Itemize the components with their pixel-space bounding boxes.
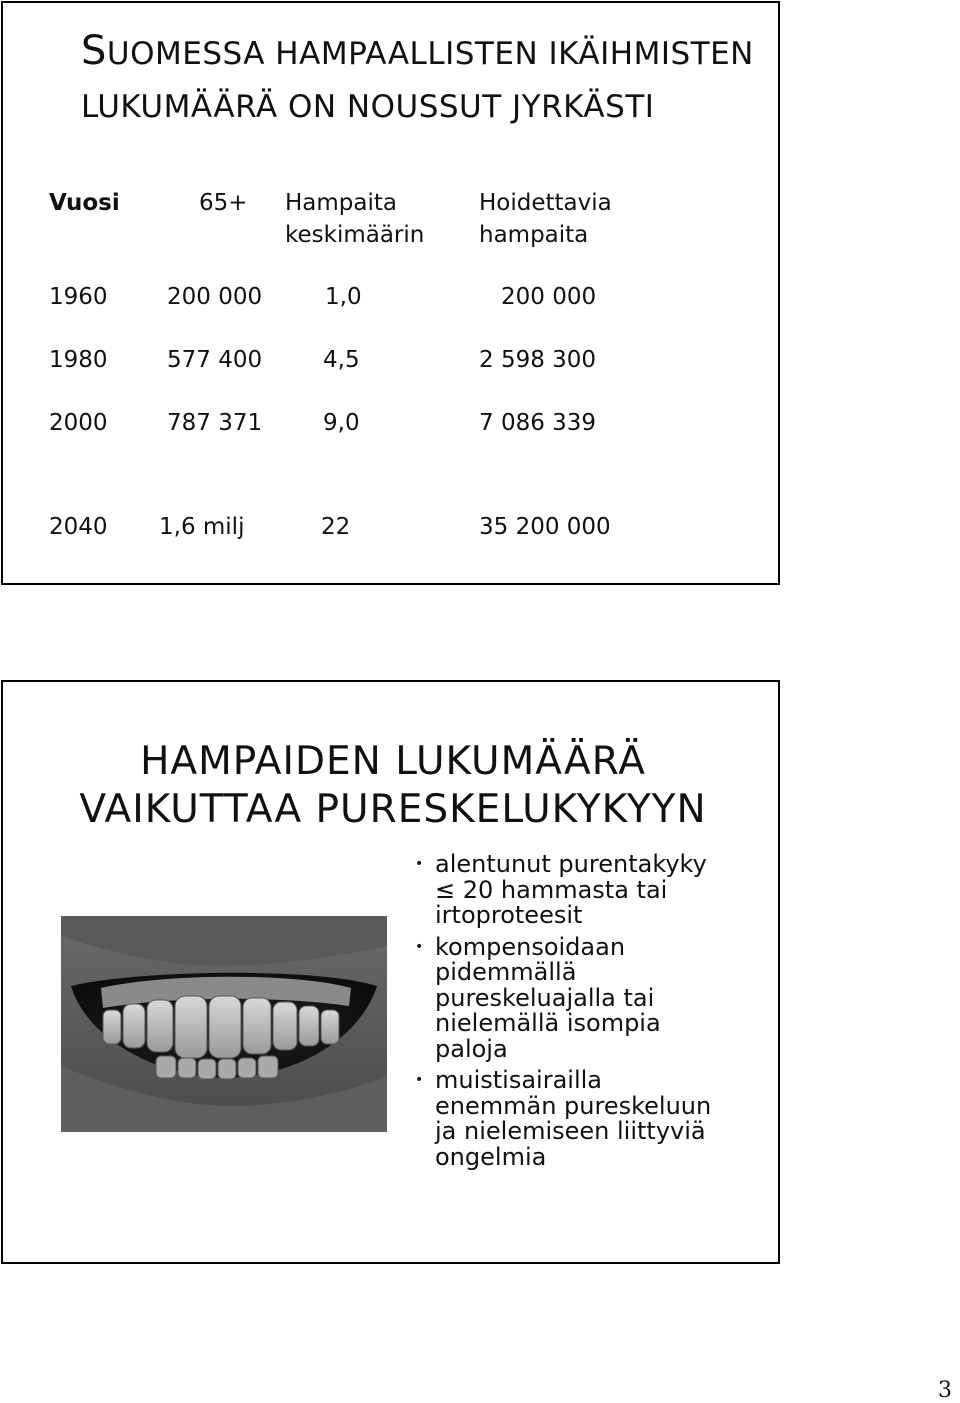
slide-2 [1, 680, 780, 1264]
bullet-dot-icon: • [415, 1072, 424, 1088]
row-2000-avg: 9,0 [323, 410, 360, 436]
row-2040-total: 35 200 000 [479, 514, 611, 540]
header-hoidettavia-2: hampaita [479, 222, 589, 248]
bullet-dot-icon: • [415, 938, 424, 955]
title-line-1: HAMPAIDEN LUKUMÄÄRÄ [140, 739, 646, 784]
row-2040-avg: 22 [321, 514, 351, 540]
row-2040-year: 2040 [49, 514, 108, 540]
title-initial: S [81, 28, 107, 74]
slide-1-title [81, 25, 761, 134]
row-1980-total: 2 598 300 [479, 347, 597, 373]
slide-1 [1, 1, 780, 585]
slide-2-title [43, 738, 743, 834]
header-vuosi: Vuosi [49, 190, 120, 216]
row-1960-count: 200 000 [167, 284, 263, 310]
row-1980-count: 577 400 [167, 347, 263, 373]
row-1960-total: 200 000 [501, 284, 597, 310]
bullet-item [415, 932, 715, 1063]
page-number: 3 [938, 1378, 952, 1403]
title-line-2: LUKUMÄÄRÄ ON NOUSSUT JYRKÄSTI [81, 89, 655, 125]
bullet-text: kompensoidaan pidemmällä pureskeluajalla tai nielemällä isompia paloja [435, 932, 661, 1063]
header-age: 65+ [199, 190, 248, 216]
row-1980-avg: 4,5 [323, 347, 360, 373]
row-2000-total: 7 086 339 [479, 410, 597, 436]
bullet-item [415, 852, 715, 929]
header-hoidettavia-1: Hoidettavia [479, 190, 612, 216]
bullet-dot-icon: • [415, 856, 424, 872]
bullet-text: alentunut purentakyky ≤ 20 hammasta tai irtoproteesit [435, 850, 707, 929]
row-2040-count: 1,6 milj [159, 514, 245, 540]
title-line-1: UOMESSA HAMPAALLISTEN IKÄIHMISTEN [106, 36, 754, 72]
row-2000-year: 2000 [49, 410, 108, 436]
header-hampaita-1: Hampaita [285, 190, 397, 216]
title-line-2: VAIKUTTAA PURESKELUKYKYYN [79, 787, 707, 832]
bullet-list [415, 852, 715, 1176]
bullet-text: muistisairailla enemmän pureskeluun ja nielemiseen liittyviä ongelmia [435, 1066, 712, 1171]
row-1980-year: 1980 [49, 347, 108, 373]
row-1960-avg: 1,0 [325, 284, 362, 310]
teeth-photo [61, 916, 387, 1132]
row-1960-year: 1960 [49, 284, 108, 310]
header-hampaita-2: keskimäärin [285, 222, 425, 248]
row-2000-count: 787 371 [167, 410, 263, 436]
teeth-photo-image [61, 916, 387, 1132]
bullet-item [415, 1068, 715, 1170]
